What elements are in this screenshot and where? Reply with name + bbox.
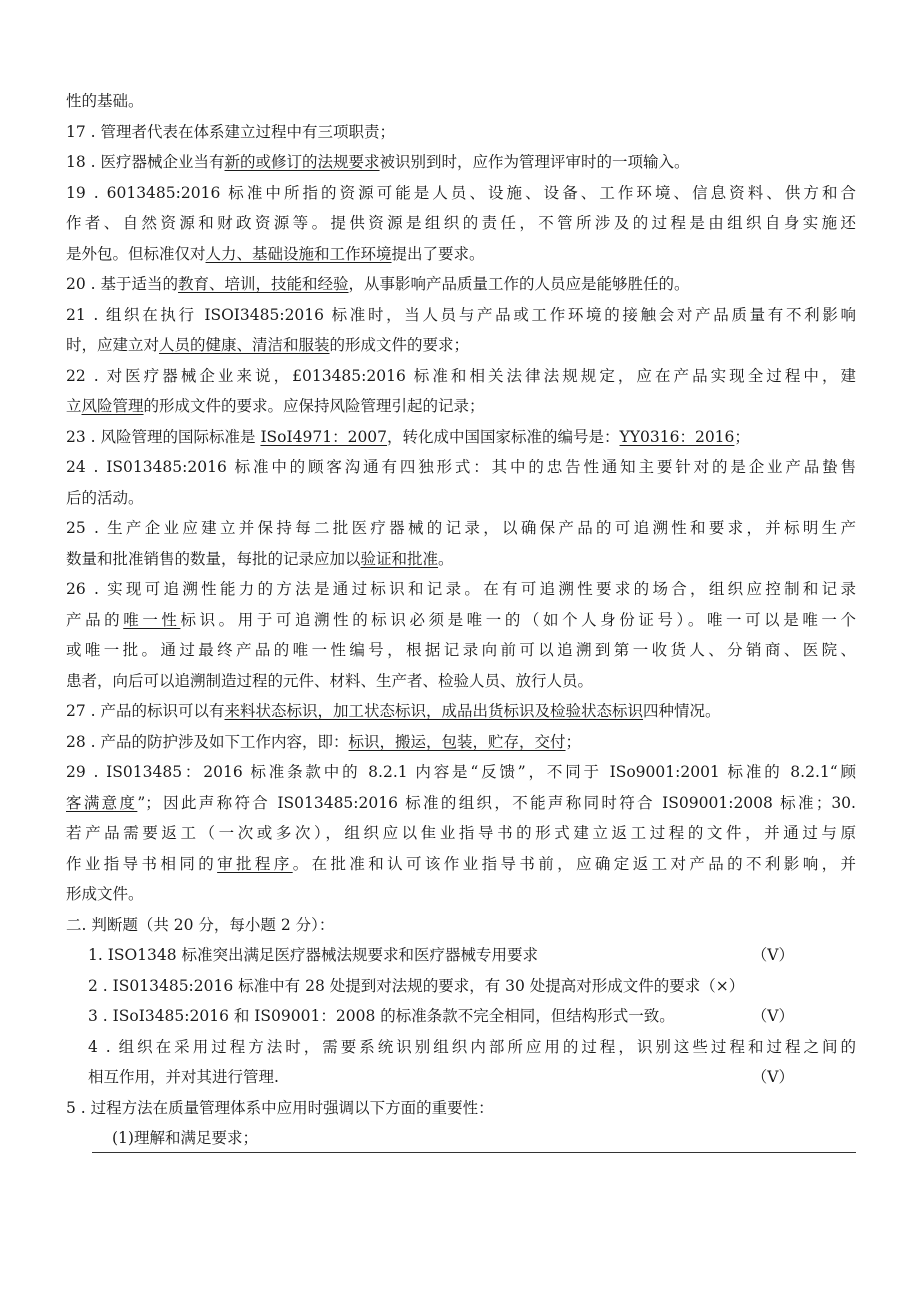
answer-blank: 唯一性 (123, 610, 181, 629)
item-18: 18 . 医疗器械企业当有新的或修订的法规要求被识别到时，应作为管理评审时的一项输入。 (66, 153, 690, 171)
item-24: 24 . IS013485:2016 标准中的顾客沟通有四独形式：其中的忠告性通知主要针对的是企业产品蛰售 后的活动。 (66, 458, 856, 507)
judgement-mark: （V） (751, 1007, 794, 1025)
item-25: 25 . 生产企业应建立并保持每二批医疗器械的记录，以确保产品的可追溯性和要求，并标明生产 数量和批准销售的数量，每批的记录应加以验证和批准。 (66, 519, 856, 568)
item-17: 17 . 管理者代表在体系建立过程中有三项职责； (66, 122, 396, 141)
item-29: 29 . IS013485：2016 标准条款中的 8.2.1 内容是“反馈”，不同于 ISo9001:2001 标准的 8.2.1“顾 客满意度”；因此声称符合 IS013485:2016 标准的组织，不能声称同时符合 IS09001:2008 标准；30. 若产品需要返工（一次或多次），组织应以隹业指导书的形式建立返工过程的文件，并通过与原 作业指导书相同的审批程序。在批准和认可该作业指导书前，应确定返工对产品的不利影响，并 形成文件。 (66, 763, 856, 903)
answer-blank: 标识，搬运，包装，贮存，交付 (348, 732, 566, 751)
section-heading: 二. 判断题（共 20 分，每小题 2 分）： (66, 915, 335, 934)
answer-blank: 客满意度 (66, 793, 138, 812)
judgement-item-4: 4 . 组织在采用过程方法时，需要系统识别组织内部所应用的过程，识别这些过程和过程之间的 相互作用，并对其进行管理. （V） (66, 1032, 856, 1093)
answer-blank: 风险管理 (81, 397, 144, 415)
continued-text: 性的基础。 (66, 92, 144, 110)
answer-blank: ISoI4971：2007 (260, 427, 388, 446)
answer-blank: 教育、培训，技能和经验 (178, 275, 349, 293)
answer-blank: 人员的健康、清洁和服装 (159, 336, 330, 354)
answer-blank: 验证和批准 (360, 549, 439, 568)
item-23: 23 . 风险管理的国际标准是 ISoI4971：2007，转化成中国国家标准的编号是：YY0316：2016； (66, 427, 750, 446)
item-22: 22 . 对医疗器械企业来说，£013485:2016 标准和相关法律法规规定，应在产品实现全过程中，建 立风险管理的形成文件的要求。应保持风险管理引起的记录； (66, 366, 856, 415)
document-body (66, 86, 856, 1154)
item-20: 20 . 基于适当的教育、培训，技能和经验，从事影响产品质量工作的人员应是能够胜任的。 (66, 275, 690, 293)
item-21: 21 . 组织在执行 ISOI3485:2016 标准时，当人员与产品或工作环境的接触会对产品质量有不利影响 时，应建立对人员的健康、清洁和服装的形成文件的要求； (66, 305, 856, 354)
item-28: 28 . 产品的防护涉及如下工作内容，即：标识，搬运，包装，贮存，交付； (66, 732, 582, 751)
item-19: 19 . 6013485:2016 标准中所指的资源可能是人员、设施、设备、工作环境、信息资料、供方和合 作者、自然资源和财政资源等。提供资源是组织的责任，不管所涉及的过程是由组织自身实施还 是外包。但标准仅对人力、基础设施和工作环境提出了要求。 (66, 183, 856, 263)
judgement-item-2: 2 . IS013485:2016 标准中有 28 处提到对法规的要求，有 30 处提高对形成文件的要求（×） (88, 976, 745, 995)
judgement-mark: （V） (751, 946, 794, 964)
judgement-item-3: 3 . ISoI3485:2016 和 IS09001：2008 的标准条款不完全相同，但结构形式一致。 （V） (66, 1001, 856, 1032)
judgement-item-5-sub-1: (1)理解和满足要求； (112, 1129, 258, 1147)
item-26: 26 . 实现可追溯性能力的方法是通过标识和记录。在有可追溯性要求的场合，组织应控制和记录 产品的唯一性标识。用于可追溯性的标识必须是唯一的（如个人身份证号）。唯一可以是唯一个 或唯一批。通过最终产品的唯一性编号，根据记录向前可以追溯到第一收货人、分销商、医院、 患者，向后可以追溯制造过程的元件、材料、生产者、检验人员、放行人员。 (66, 580, 856, 690)
judgement-mark: （V） (751, 1068, 794, 1086)
judgement-item-1: 1. ISO1348 标准突出满足医疗器械法规要求和医疗器械专用要求 （V） (66, 940, 856, 971)
answer-blank: 审批程序 (217, 854, 293, 873)
answer-blank: 新的或修订的法规要求 (224, 153, 380, 171)
answer-blank: 来料状态标识，加工状态标识，成品出货标识及检验状态标识 (224, 702, 644, 720)
judgement-item-5: 5 . 过程方法在质量管理体系中应用时强调以下方面的重要性： (66, 1098, 494, 1117)
item-27: 27 . 产品的标识可以有来料状态标识，加工状态标识，成品出货标识及检验状态标识四种情况。 (66, 702, 721, 720)
answer-blank: 人力、基础设施和工作环境 (205, 244, 392, 263)
divider-line (92, 1152, 856, 1153)
answer-blank: YY0316：2016 (619, 427, 735, 446)
